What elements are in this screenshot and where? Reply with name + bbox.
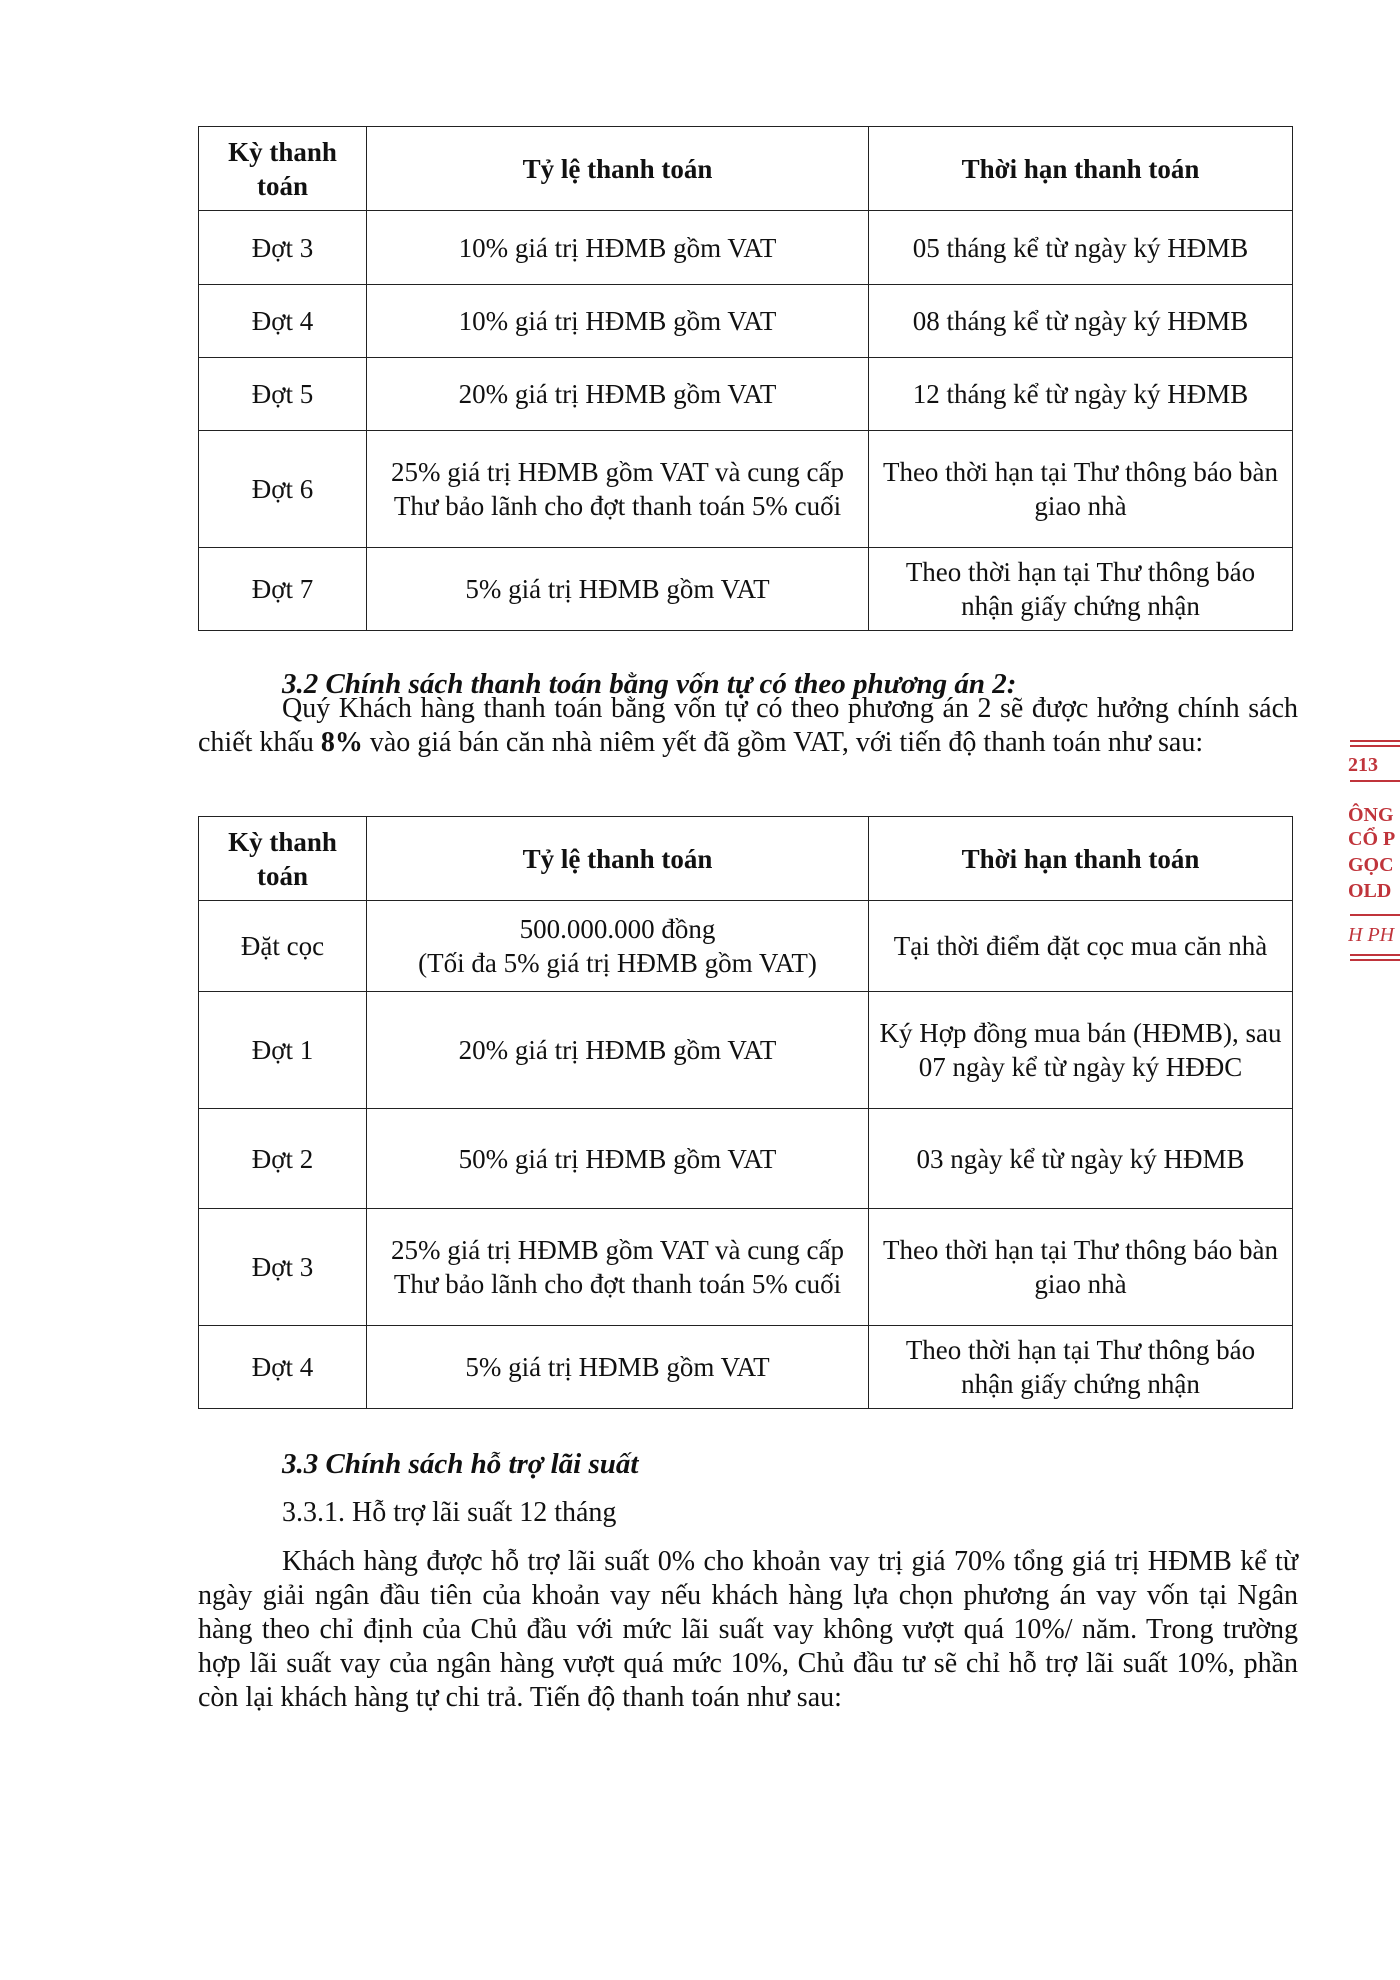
cell-deadline: 12 tháng kể từ ngày ký HĐMB [869, 358, 1293, 431]
cell-deadline: Ký Hợp đồng mua bán (HĐMB), sau 07 ngày kể từ ngày ký HĐĐC [869, 992, 1293, 1109]
seal-rule [1350, 780, 1400, 782]
cell-rate [367, 901, 869, 992]
cell-rate: 5% giá trị HĐMB gồm VAT [367, 548, 869, 631]
table-row [199, 1209, 1293, 1326]
cell-deadline: 08 tháng kể từ ngày ký HĐMB [869, 285, 1293, 358]
seal-rule [1350, 745, 1400, 747]
cell-term: Đợt 6 [199, 431, 367, 548]
table-row [199, 358, 1293, 431]
seal-rule [1350, 954, 1400, 956]
cell-rate: 5% giá trị HĐMB gồm VAT [367, 1326, 869, 1409]
section-3-2-intro [198, 692, 1298, 760]
cell-term: Đợt 1 [199, 992, 367, 1109]
table-row [199, 431, 1293, 548]
seal-text-line: GỌC [1348, 854, 1394, 876]
cell-rate: 10% giá trị HĐMB gồm VAT [367, 285, 869, 358]
cell-term: Đợt 7 [199, 548, 367, 631]
cell-deadline: Theo thời hạn tại Thư thông báo bàn giao nhà [869, 431, 1293, 548]
deposit-amount: 500.000.000 đồng [519, 914, 716, 944]
section-heading-3-2: 3.2 Chính sách thanh toán bằng vốn tự có theo phương án 2: [282, 668, 1017, 700]
table-row-deposit [199, 901, 1293, 992]
cell-deadline: Theo thời hạn tại Thư thông báo nhận giấy chứng nhận [869, 1326, 1293, 1409]
seal-text-line: H PH [1348, 924, 1395, 946]
cell-deadline: Theo thời hạn tại Thư thông báo bàn giao nhà [869, 1209, 1293, 1326]
seal-text-line: OLD [1348, 880, 1392, 902]
cell-deadline: 05 tháng kể từ ngày ký HĐMB [869, 211, 1293, 285]
cell-rate: 20% giá trị HĐMB gồm VAT [367, 358, 869, 431]
seal-text-line: CỔ P [1348, 828, 1396, 850]
column-header-rate: Tỷ lệ thanh toán [367, 817, 869, 901]
table-header-row [199, 127, 1293, 211]
column-header-rate: Tỷ lệ thanh toán [367, 127, 869, 211]
cell-rate: 25% giá trị HĐMB gồm VAT và cung cấp Thư bảo lãnh cho đợt thanh toán 5% cuối [367, 431, 869, 548]
intro-text-after: vào giá bán căn nhà niêm yết đã gồm VAT, với tiến độ thanh toán như sau: [362, 727, 1204, 758]
column-header-deadline: Thời hạn thanh toán [869, 127, 1293, 211]
cell-rate: 25% giá trị HĐMB gồm VAT và cung cấp Thư bảo lãnh cho đợt thanh toán 5% cuối [367, 1209, 869, 1326]
cell-term: Đặt cọc [199, 901, 367, 992]
cell-deadline: Tại thời điểm đặt cọc mua căn nhà [869, 901, 1293, 992]
intro-text-before: Quý Khách hàng thanh toán bằng vốn tự có theo phương án 2 sẽ được hưởng chính sách chiết khấu [198, 693, 1298, 758]
cell-term: Đợt 4 [199, 1326, 367, 1409]
cell-term: Đợt 2 [199, 1109, 367, 1209]
column-header-deadline: Thời hạn thanh toán [869, 817, 1293, 901]
column-header-term: Kỳ thanh toán [199, 817, 367, 901]
cell-deadline: Theo thời hạn tại Thư thông báo nhận giấy chứng nhận [869, 548, 1293, 631]
seal-rule [1350, 740, 1400, 742]
table-row [199, 1326, 1293, 1409]
table-header-row [199, 817, 1293, 901]
cell-term: Đợt 4 [199, 285, 367, 358]
deposit-amount-note: (Tối đa 5% giá trị HĐMB gồm VAT) [418, 948, 817, 978]
seal-text-line: 213 [1348, 754, 1378, 776]
cell-rate: 50% giá trị HĐMB gồm VAT [367, 1109, 869, 1209]
company-seal-stamp [1348, 728, 1400, 983]
cell-term: Đợt 3 [199, 211, 367, 285]
section-3-3-1-body: Khách hàng được hỗ trợ lãi suất 0% cho khoản vay trị giá 70% tổng giá trị HĐMB kể từ ngày giải ngân đầu tiên của khoản vay nếu khách hàng lựa chọn phương án vay vốn tại Ngân hàng theo chỉ định của Chủ đầu với mức lãi suất vay không vượt quá 10%/ năm. Trong trường hợp lãi suất vay của ngân hàng vượt quá mức 10%, Chủ đầu tư sẽ chỉ hỗ trợ lãi suất 10%, phần còn lại khách hàng tự chi trả. Tiến độ thanh toán như sau: [198, 1546, 1298, 1713]
payment-table-plan-1 [198, 126, 1293, 631]
subsection-heading-3-3-1: 3.3.1. Hỗ trợ lãi suất 12 tháng [282, 1497, 617, 1528]
table-row [199, 548, 1293, 631]
table-row [199, 285, 1293, 358]
cell-term: Đợt 3 [199, 1209, 367, 1326]
payment-table-plan-2 [198, 816, 1293, 1409]
cell-term: Đợt 5 [199, 358, 367, 431]
seal-text-line: ÔNG [1348, 804, 1394, 826]
table-row [199, 211, 1293, 285]
table-row [199, 992, 1293, 1109]
seal-rule [1350, 959, 1400, 961]
table-row [199, 1109, 1293, 1209]
cell-rate: 20% giá trị HĐMB gồm VAT [367, 992, 869, 1109]
seal-rule [1350, 914, 1400, 916]
cell-deadline: 03 ngày kể từ ngày ký HĐMB [869, 1109, 1293, 1209]
cell-rate: 10% giá trị HĐMB gồm VAT [367, 211, 869, 285]
section-heading-3-3: 3.3 Chính sách hỗ trợ lãi suất [282, 1448, 639, 1480]
column-header-term: Kỳ thanh toán [199, 127, 367, 211]
discount-rate: 8% [320, 727, 363, 758]
